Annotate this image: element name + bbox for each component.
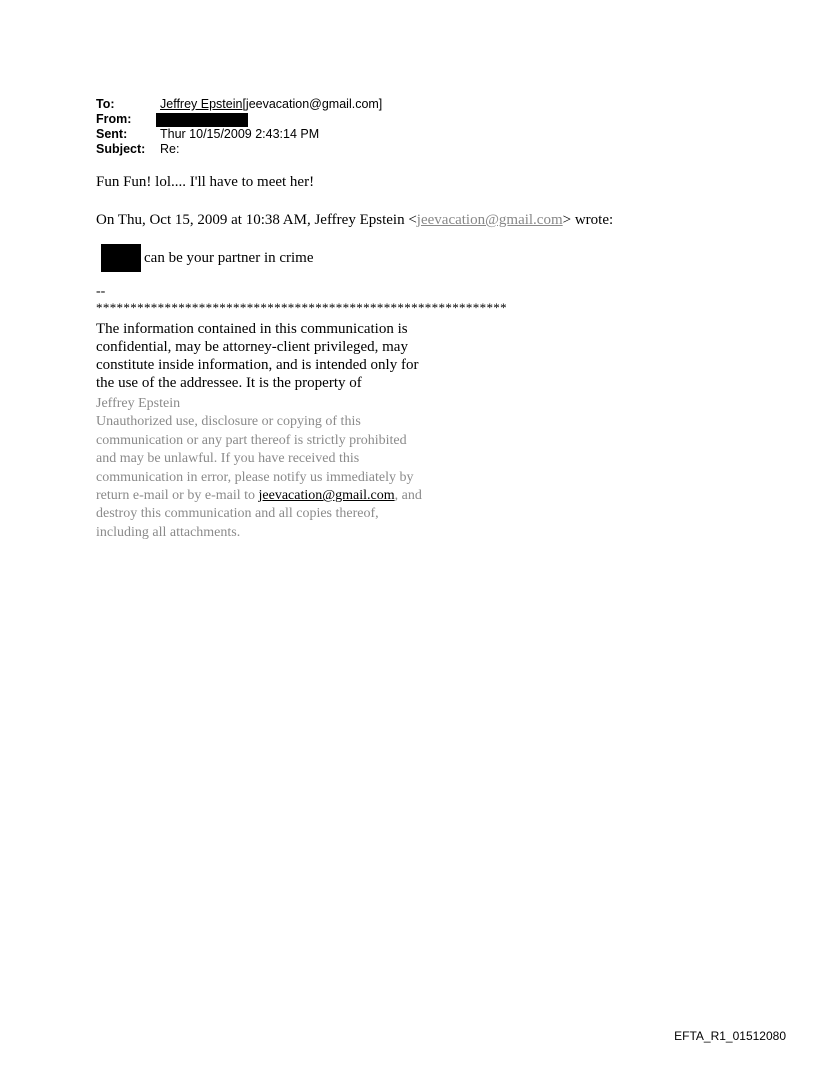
- disclaimer-line: confidential, may be attorney-client privileged, may: [96, 339, 408, 355]
- quote-intro-line: [96, 211, 613, 229]
- to-value: [160, 97, 382, 112]
- to-label: To:: [96, 97, 115, 111]
- redaction-box: [101, 244, 141, 272]
- document-id: EFTA_R1_01512080: [674, 1029, 786, 1043]
- reply-text: Fun Fun! lol.... I'll have to meet her!: [96, 174, 315, 190]
- return-suffix: , and: [394, 488, 422, 504]
- disclaimer-line: including all attachments.: [96, 524, 241, 540]
- signature-stars: ************************************************************: [96, 300, 507, 315]
- disclaimer-black: [96, 320, 418, 392]
- to-name: Jeffrey Epstein: [160, 97, 243, 111]
- sent-label: Sent:: [96, 127, 128, 141]
- quote-end: > wrote:: [562, 212, 614, 228]
- sent-value: Thur 10/15/2009 2:43:14 PM: [160, 127, 320, 141]
- disclaimer-return-line: [96, 487, 422, 505]
- redaction-box: [156, 113, 248, 127]
- to-email: [jeevacation@gmail.com]: [242, 97, 383, 111]
- subject-value: Re:: [160, 142, 180, 156]
- quoted-message: [101, 244, 314, 272]
- return-email-link[interactable]: jeevacation@gmail.com: [258, 488, 395, 504]
- return-prefix: return e-mail or by e-mail to: [96, 488, 259, 504]
- disclaimer-line: The information contained in this communication is: [96, 321, 408, 337]
- disclaimer-gray: [96, 395, 422, 542]
- to-row: [96, 97, 382, 112]
- signature-dash: --: [96, 284, 106, 299]
- quoted-text: can be your partner in crime: [144, 249, 314, 266]
- disclaimer-line: communication in error, please notify us immediately by: [96, 469, 414, 485]
- disclaimer-line: communication or any part thereof is strictly prohibited: [96, 432, 407, 448]
- disclaimer-line: destroy this communication and all copies thereof,: [96, 506, 379, 522]
- subject-label: Subject:: [96, 142, 146, 156]
- disclaimer-line: and may be unlawful. If you have received this: [96, 451, 360, 467]
- sent-row: [96, 127, 382, 142]
- disclaimer-line: constitute inside information, and is intended only for: [96, 357, 419, 373]
- disclaimer-line: Jeffrey Epstein: [96, 396, 181, 411]
- subject-row: [96, 142, 382, 157]
- from-row: [96, 112, 382, 127]
- quote-intro: On Thu, Oct 15, 2009 at 10:38 AM, Jeffrey Epstein <: [96, 212, 417, 228]
- quote-email-link[interactable]: jeevacation@gmail.com: [416, 212, 563, 228]
- disclaimer-line: Unauthorized use, disclosure or copying of this: [96, 414, 361, 430]
- disclaimer-line: the use of the addressee. It is the property of: [96, 375, 362, 391]
- email-header: [96, 97, 382, 157]
- from-label: From:: [96, 112, 132, 126]
